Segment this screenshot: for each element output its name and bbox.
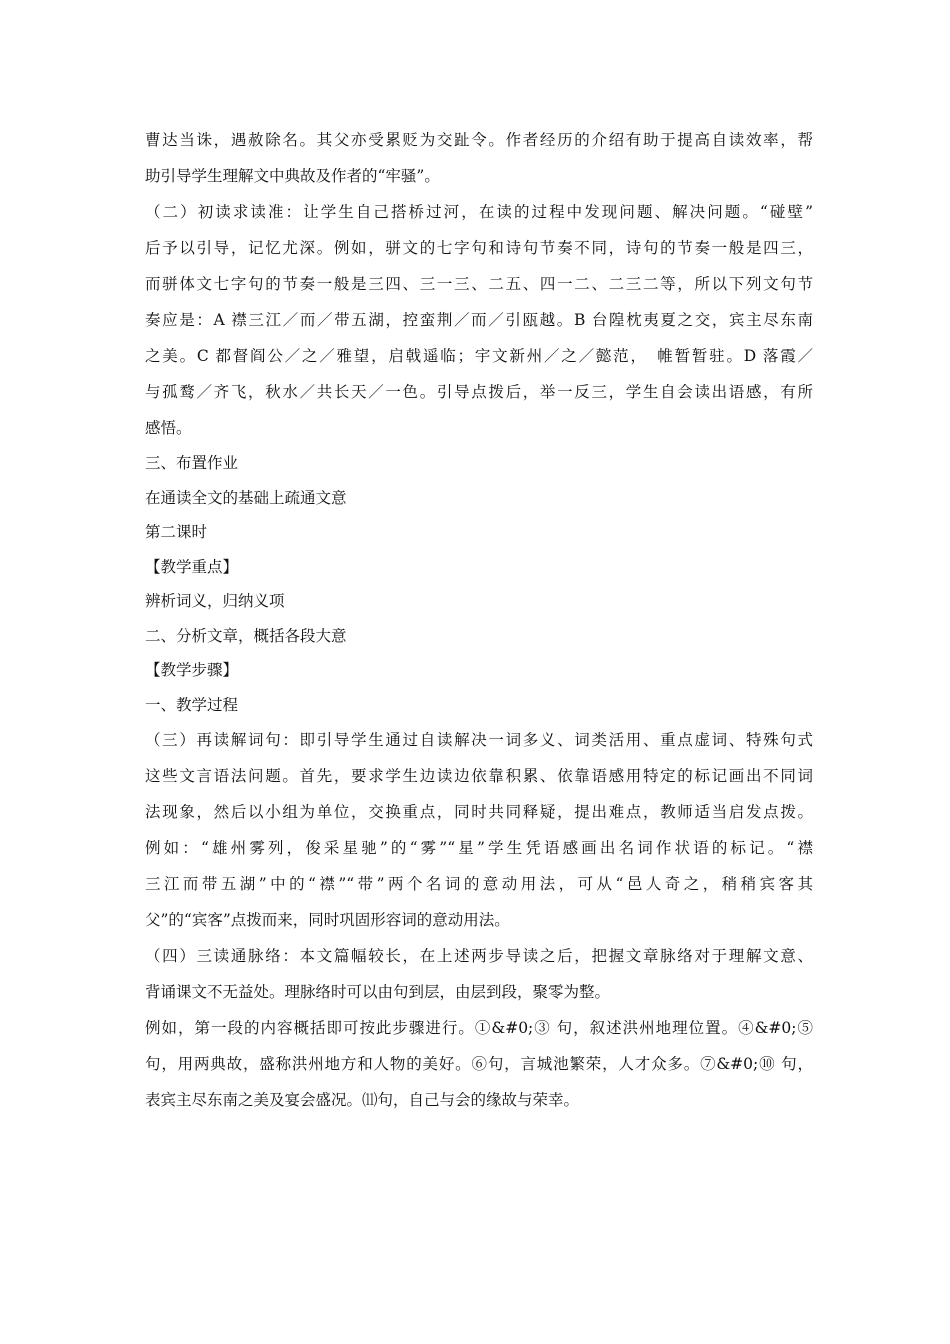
section-heading: 【教学步骤】 [145,661,239,679]
text-line: 父”的“宾客”点拨而来，同时巩固形容词的意动用法。 [145,911,510,929]
text-line: 例如：“雄州雾列，俊采星驰”的“雾”“星”学生凭语感画出名词作状语的标记。“襟 [145,839,813,857]
section-heading: 第二课时 [145,523,208,541]
text-line: （二）初读求读准：让学生自己搭桥过河，在读的过程中发现问题、解决问题。“碰壁” [145,203,813,221]
text-line: 表宾主尽东南之美及宴会盛况。⑾句，自己与会的缘故与荣幸。 [145,1091,580,1109]
text-line: 与孤鹜／齐飞，秋水／共长天／一色。引导点拨后，举一反三，学生自会读出语感，有所 [145,383,813,401]
text-line: 感悟。 [145,419,192,437]
text-line: 二、分析文章，概括各段大意 [145,626,347,645]
text-line: 例如，第一段的内容概括即可按此步骤进行。①&#0;③ 句，叙述洪州地理位置。④&#0;⑤ [145,1019,813,1037]
text-line: 句，用两典故，盛称洪州地方和人物的美好。⑥句，言城池繁荣，人才众多。⑦&#0;⑩ 句， [145,1055,813,1073]
text-line: 这些文言语法问题。首先，要求学生边读边依靠积累、依靠语感用特定的标记画出不同词 [145,767,813,785]
text-line: 之美。C 都督阎公／之／雅望，启戟遥临；宇文新州／之／懿范， 帷暂暂驻。D 落霞／ [145,347,813,365]
section-heading: 三、布置作业 [145,454,239,472]
text-line: 法现象，然后以小组为单位，交换重点，同时共同释疑，提出难点，教师适当启发点拨。 [145,803,813,821]
text-line: 辨析词义，归纳义项 [145,592,285,610]
section-heading: 【教学重点】 [145,557,239,576]
text-line: （三）再读解词句：即引导学生通过自读解决一词多义、词类活用、重点虚词、特殊句式 [145,731,813,749]
text-line: 在通读全文的基础上疏通文意 [145,488,347,507]
document-body [145,122,813,1118]
text-line: 曹达当诛，遇赦除名。其父亦受累贬为交趾令。作者经历的介绍有助于提高自读效率，帮 [145,131,813,149]
section-heading: 一、教学过程 [145,695,239,714]
text-line: 后予以引导，记忆尤深。例如，骈文的七字句和诗句节奏不同，诗句的节奏一般是四三， [145,239,813,257]
text-line: 奏应是：A 襟三江／而／带五湖，控蛮荆／而／引瓯越。B 台隍枕夷夏之交，宾主尽东南 [145,311,813,329]
text-line: （四）三读通脉络：本文篇幅较长，在上述两步导读之后，把握文章脉络对于理解文意、 [145,947,813,965]
text-line: 背诵课文不无益处。理脉络时可以由句到层，由层到段，聚零为整。 [145,983,611,1001]
text-line: 而骈体文七字句的节奏一般是三四、三一三、二五、四一二、二三二等，所以下列文句节 [145,275,813,293]
text-line: 三江而带五湖”中的“襟”“带”两个名词的意动用法，可从“邑人奇之，稍稍宾客其 [145,875,813,893]
text-line: 助引导学生理解文中典故及作者的“牢骚”。 [145,167,440,185]
